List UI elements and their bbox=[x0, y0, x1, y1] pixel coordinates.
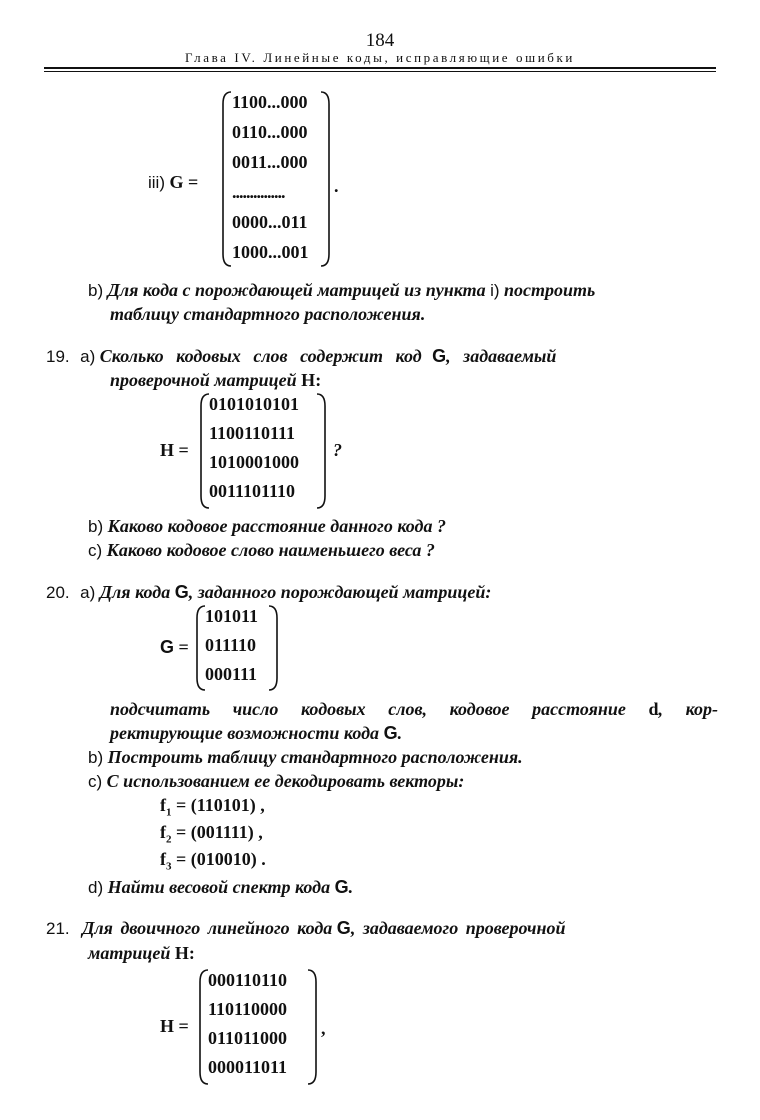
item20-d-period: . bbox=[348, 877, 354, 897]
item18-b-text: Для кода с порождающей матрицей из пункта bbox=[107, 280, 486, 300]
item18-iii-label: iii) bbox=[148, 173, 165, 192]
item18-row-1: 1100...000 bbox=[232, 92, 308, 112]
item21-eq-group bbox=[160, 1016, 189, 1037]
item21-text-2: матрицей bbox=[88, 943, 171, 963]
item20-row-2: 011110 bbox=[205, 635, 257, 655]
item18-trailing: . bbox=[334, 176, 339, 196]
item19-a-text: Сколько кодовых слов содержит код bbox=[99, 346, 422, 366]
item19-code-symbol: G bbox=[432, 346, 447, 366]
item18-b-label: b) bbox=[88, 281, 104, 300]
item20-number: 20. bbox=[46, 583, 70, 602]
item20-after-text-end: , кор- bbox=[658, 699, 719, 719]
item20-after-code-symbol: G bbox=[383, 723, 398, 743]
item20-c-text: С использованием ее декодировать векторы: bbox=[106, 771, 465, 791]
item18-b-line1 bbox=[88, 279, 718, 302]
vector-name: f bbox=[160, 795, 166, 815]
item19-row-3: 1010001000 bbox=[209, 452, 299, 472]
item19-number: 19. bbox=[46, 347, 70, 366]
item19-row-1: 0101010101 bbox=[209, 394, 299, 414]
page-number: 184 bbox=[365, 30, 395, 51]
item20-b-line bbox=[88, 746, 523, 769]
item20-d-label: d) bbox=[88, 878, 104, 897]
item19-colon: : bbox=[315, 370, 322, 390]
vector-value: = (010010) . bbox=[176, 849, 266, 869]
item19-b-label: b) bbox=[88, 517, 104, 536]
vector-value: = (001111) , bbox=[176, 822, 263, 842]
vector-sub: 1 bbox=[166, 806, 172, 819]
item20-after-text: подсчитать число кодовых слов, кодовое расстояние bbox=[110, 699, 626, 719]
item20-vector-1 bbox=[160, 795, 265, 819]
item21-code-symbol: G bbox=[336, 918, 351, 938]
vector-name: f bbox=[160, 822, 166, 842]
item21-number: 21. bbox=[46, 919, 70, 938]
item20-after-line2 bbox=[110, 722, 402, 744]
item20-c-line bbox=[88, 770, 464, 793]
item21-equals: = bbox=[178, 1016, 189, 1036]
item20-eq-group bbox=[160, 637, 189, 658]
item20-after-line1 bbox=[110, 698, 718, 720]
header-rule-thin bbox=[44, 71, 716, 72]
item18-b-line2: таблицу стандартного расположения. bbox=[110, 304, 426, 324]
item19-a-text-2: проверочной матрицей bbox=[110, 370, 297, 390]
item19-matrix-name: H bbox=[160, 440, 175, 460]
item20-row-1: 101011 bbox=[205, 606, 259, 626]
item19-c-line bbox=[88, 539, 435, 562]
item18-matrix-name: G bbox=[169, 172, 184, 192]
item19-c-label: c) bbox=[88, 541, 103, 560]
item20-b-label: b) bbox=[88, 748, 104, 767]
item21-text: Для двоичного линейного кода bbox=[82, 918, 333, 938]
item20-a-text-end: , заданного порождающей матрицей: bbox=[188, 582, 492, 602]
item20-row-3: 000111 bbox=[205, 664, 258, 684]
item19-eq-group bbox=[160, 440, 189, 461]
item20-d-symbol: d bbox=[648, 699, 659, 719]
item18-b-ref: i) bbox=[490, 281, 500, 300]
item20-code-symbol: G bbox=[174, 582, 189, 602]
running-head: Глава IV. Линейные коды, исправляющие ошибки bbox=[185, 50, 575, 65]
item18-iii-label-group bbox=[148, 172, 198, 193]
item18-row-5: 0000...011 bbox=[232, 212, 308, 232]
item19-h-symbol: H bbox=[301, 370, 316, 390]
item20-b-text: Построить таблицу стандартного расположения. bbox=[107, 747, 523, 767]
item20-d-line bbox=[88, 876, 353, 899]
item18-matrix bbox=[221, 88, 333, 270]
item21-matrix bbox=[198, 966, 320, 1088]
item20-after-text-2: ректирующие возможности кода bbox=[110, 723, 380, 743]
item20-vector-3 bbox=[160, 849, 266, 873]
item20-a-label: a) bbox=[80, 583, 96, 602]
item21-row-2: 110110000 bbox=[208, 999, 288, 1019]
item18-row-2: 0110...000 bbox=[232, 122, 308, 142]
vector-sub: 2 bbox=[166, 833, 172, 846]
item19-a-text-end: , задаваемый bbox=[446, 346, 557, 366]
vector-value: = (110101) , bbox=[176, 795, 265, 815]
item19-matrix bbox=[199, 390, 329, 512]
item21-line1 bbox=[46, 917, 718, 940]
item19-a-line2 bbox=[110, 369, 321, 391]
header-rule bbox=[44, 67, 716, 69]
item21-colon: : bbox=[188, 943, 195, 963]
item21-text-end: , задаваемого проверочной bbox=[350, 918, 566, 938]
item19-row-2: 1100110111 bbox=[209, 423, 296, 443]
item21-row-1: 000110110 bbox=[208, 970, 288, 990]
item20-d-code-symbol: G bbox=[334, 877, 349, 897]
item19-a-label: a) bbox=[80, 347, 96, 366]
item19-row-4: 0011101110 bbox=[209, 481, 296, 501]
item19-equals: = bbox=[178, 440, 189, 460]
vector-name: f bbox=[160, 849, 166, 869]
item20-a-text: Для кода bbox=[99, 582, 171, 602]
item21-row-3: 011011000 bbox=[208, 1028, 288, 1048]
item19-c-text: Каково кодовое слово наименьшего веса ? bbox=[106, 540, 435, 560]
item19-b-line bbox=[88, 515, 446, 538]
item18-row-3: 0011...000 bbox=[232, 152, 308, 172]
item18-equals: = bbox=[188, 172, 199, 192]
item20-equals: = bbox=[178, 637, 189, 657]
item21-h-symbol: H bbox=[174, 943, 189, 963]
item20-matrix-name: G bbox=[160, 637, 175, 657]
item19-a-line1 bbox=[46, 345, 718, 368]
item19-trailing: ? bbox=[333, 440, 342, 460]
item21-matrix-name: H bbox=[160, 1016, 175, 1036]
item21-line2 bbox=[88, 942, 195, 964]
item20-a-line bbox=[46, 581, 491, 604]
vector-sub: 3 bbox=[166, 860, 172, 873]
item21-row-4: 000011011 bbox=[208, 1057, 288, 1077]
item18-row-6: 1000...001 bbox=[232, 242, 309, 262]
item20-c-label: c) bbox=[88, 772, 103, 791]
item20-vector-2 bbox=[160, 822, 263, 846]
item18-row-4: ............... bbox=[232, 182, 285, 202]
item20-d-text: Найти весовой спектр кода bbox=[107, 877, 331, 897]
item21-trailing: , bbox=[321, 1018, 326, 1038]
item20-after-period: . bbox=[397, 723, 403, 743]
item18-b-text-end: построить bbox=[504, 280, 596, 300]
item19-b-text: Каково кодовое расстояние данного кода ? bbox=[107, 516, 446, 536]
item20-matrix bbox=[195, 602, 281, 694]
